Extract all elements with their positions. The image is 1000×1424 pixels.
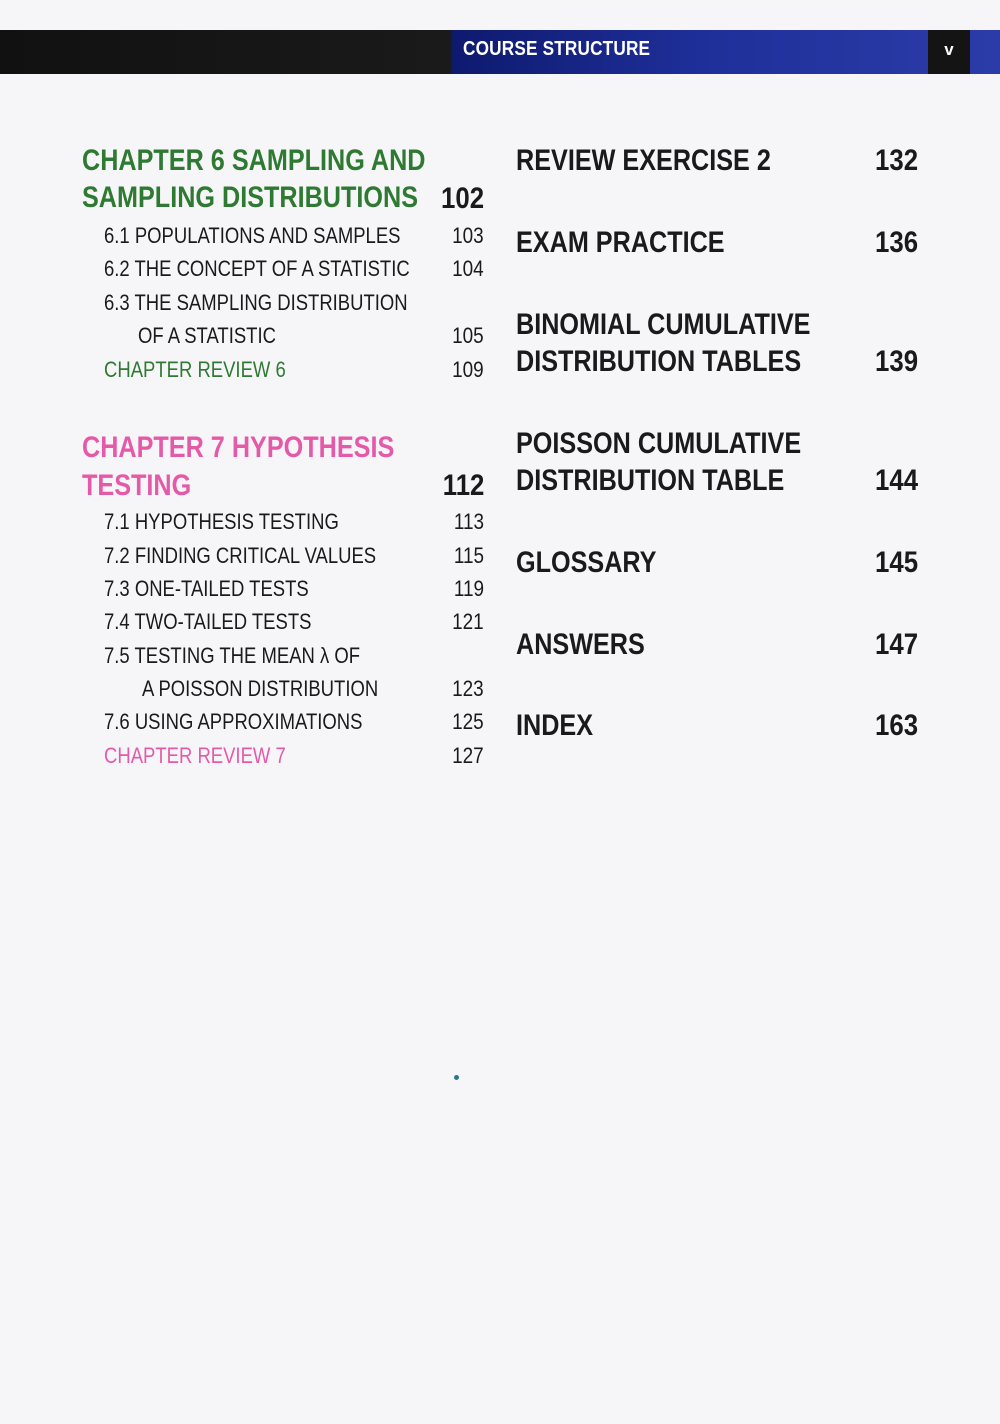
toc-section-6-3-page: 105 [452, 323, 484, 348]
header-bar [0, 30, 1000, 74]
chapter6-title-line2[interactable]: SAMPLING DISTRIBUTIONS [82, 181, 419, 214]
toc-binomial-tables-line1[interactable]: BINOMIAL CUMULATIVE [516, 308, 811, 341]
toc-poisson-table-line1[interactable]: POISSON CUMULATIVE [516, 427, 802, 460]
toc-section-7-1-page: 113 [453, 509, 484, 534]
chapter7-title-line2[interactable]: TESTING [82, 469, 192, 502]
toc-answers-page: 147 [874, 628, 918, 661]
toc-section-7-5-page: 123 [452, 676, 484, 701]
toc-section-7-4-page: 121 [452, 609, 484, 634]
toc-section-6-3-cont[interactable]: OF A STATISTIC [138, 323, 276, 348]
toc-section-7-3-page: 119 [453, 576, 484, 601]
toc-section-7-4[interactable]: 7.4 TWO-TAILED TESTS [104, 609, 312, 634]
chapter7-title-line1[interactable]: CHAPTER 7 HYPOTHESIS [82, 431, 395, 464]
toc-section-7-2-page: 115 [453, 543, 484, 568]
toc-section-7-6[interactable]: 7.6 USING APPROXIMATIONS [104, 709, 363, 734]
toc-section-6-1-page: 103 [452, 223, 484, 248]
toc-section-7-6-page: 125 [452, 709, 484, 734]
toc-section-6-2-page: 104 [452, 256, 484, 281]
toc-section-7-5-cont[interactable]: A POISSON DISTRIBUTION [142, 676, 379, 701]
toc-glossary-page: 145 [874, 546, 918, 579]
toc-section-7-1[interactable]: 7.1 HYPOTHESIS TESTING [104, 509, 339, 534]
toc-chapter-review-6-page: 109 [452, 357, 484, 382]
toc-exam-practice-page: 136 [874, 226, 918, 259]
toc-section-7-3[interactable]: 7.3 ONE-TAILED TESTS [104, 576, 309, 601]
toc-glossary[interactable]: GLOSSARY [516, 546, 657, 579]
chapter7-page: 112 [442, 469, 484, 502]
toc-index-page: 163 [874, 709, 918, 742]
toc-review-exercise-2-page: 132 [874, 144, 918, 177]
toc-answers[interactable]: ANSWERS [516, 628, 645, 661]
toc-exam-practice[interactable]: EXAM PRACTICE [516, 226, 725, 259]
toc-poisson-table-page: 144 [874, 464, 918, 497]
toc-review-exercise-2[interactable]: REVIEW EXERCISE 2 [516, 144, 771, 177]
chapter6-title-line1[interactable]: CHAPTER 6 SAMPLING AND [82, 144, 426, 177]
toc-index[interactable]: INDEX [516, 709, 594, 742]
toc-section-7-5[interactable]: 7.5 TESTING THE MEAN λ OF [104, 643, 361, 668]
toc-binomial-tables-page: 139 [874, 345, 918, 378]
toc-section-6-3[interactable]: 6.3 THE SAMPLING DISTRIBUTION [104, 290, 408, 315]
chapter6-page: 102 [440, 182, 484, 215]
toc-chapter-review-6[interactable]: CHAPTER REVIEW 6 [104, 357, 286, 382]
toc-section-6-1[interactable]: 6.1 POPULATIONS AND SAMPLES [104, 223, 401, 248]
toc-chapter-review-7-page: 127 [452, 743, 484, 768]
toc-chapter-review-7[interactable]: CHAPTER REVIEW 7 [104, 743, 286, 768]
page-number: v [944, 40, 954, 59]
toc-section-7-2[interactable]: 7.2 FINDING CRITICAL VALUES [104, 543, 377, 568]
header-title: COURSE STRUCTURE [463, 38, 651, 60]
print-speck [454, 1075, 459, 1080]
toc-poisson-table-line2[interactable]: DISTRIBUTION TABLE [516, 464, 785, 497]
toc-section-6-2[interactable]: 6.2 THE CONCEPT OF A STATISTIC [104, 256, 410, 281]
toc-binomial-tables-line2[interactable]: DISTRIBUTION TABLES [516, 345, 802, 378]
page-number-box [928, 30, 970, 74]
